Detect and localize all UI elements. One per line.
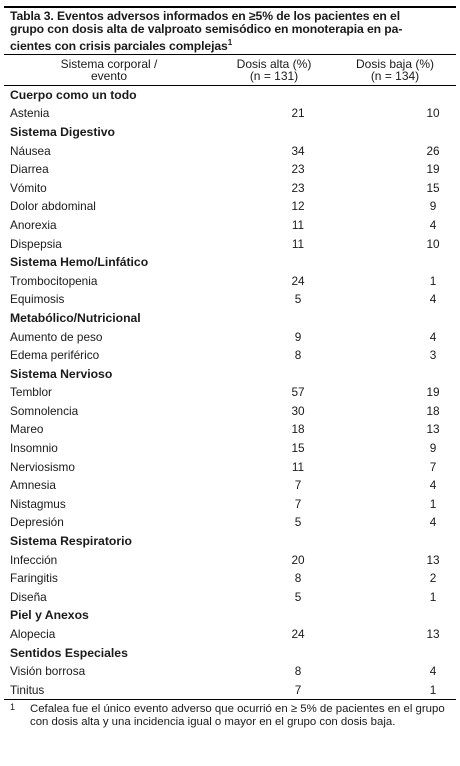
high-dose-value: 5 bbox=[294, 515, 302, 530]
section-row bbox=[4, 86, 456, 105]
low-dose-value: 9 bbox=[429, 441, 437, 456]
low-dose-value: 9 bbox=[429, 199, 437, 214]
event-name: Edema periférico bbox=[10, 348, 100, 363]
low-dose-value: 4 bbox=[429, 292, 437, 307]
table-row bbox=[4, 234, 456, 253]
low-dose-value: 1 bbox=[429, 273, 437, 288]
table-body bbox=[4, 86, 456, 700]
low-dose-value: 4 bbox=[429, 329, 437, 344]
table-row bbox=[4, 290, 456, 309]
caption-line-3: cientes con crisis parciales complejas bbox=[10, 39, 228, 54]
high-dose-value: 8 bbox=[294, 664, 302, 679]
low-dose-value: 4 bbox=[429, 664, 437, 679]
event-name: Visión borrosa bbox=[10, 664, 86, 679]
low-dose-value: 1 bbox=[334, 681, 456, 700]
header-low-dose: Dosis baja (%) (n = 134) bbox=[334, 55, 456, 86]
high-dose-value: 12 bbox=[291, 199, 305, 214]
high-dose-value: 11 bbox=[291, 459, 305, 474]
table-title bbox=[4, 6, 456, 54]
table-row bbox=[4, 662, 456, 681]
header-system-event: Sistema corporal / evento bbox=[4, 55, 214, 86]
section-heading: Piel y Anexos bbox=[10, 608, 89, 623]
low-dose-value: 19 bbox=[426, 162, 440, 177]
section-row bbox=[4, 606, 456, 625]
event-name: Dolor abdominal bbox=[10, 199, 96, 214]
section-heading: Sentidos Especiales bbox=[10, 645, 128, 660]
high-dose-value: 57 bbox=[291, 385, 305, 400]
low-dose-value: 26 bbox=[426, 143, 440, 158]
low-dose-value: 15 bbox=[426, 180, 440, 195]
adverse-events-table bbox=[4, 54, 456, 700]
event-name: Equimosis bbox=[10, 292, 65, 307]
table-row bbox=[4, 588, 456, 607]
table-row bbox=[4, 513, 456, 532]
high-dose-value: 24 bbox=[291, 273, 305, 288]
high-dose-value: 30 bbox=[291, 403, 305, 418]
high-dose-value: 24 bbox=[291, 627, 305, 642]
table-row bbox=[4, 160, 456, 179]
event-name: Infección bbox=[10, 552, 58, 567]
high-dose-value: 9 bbox=[294, 329, 302, 344]
low-dose-value: 7 bbox=[429, 459, 437, 474]
caption-line-2: grupo con dosis alta de valproato semisódico en monoterapia en pa- bbox=[10, 22, 403, 37]
table-row bbox=[4, 383, 456, 402]
high-dose-value: 7 bbox=[294, 478, 302, 493]
table-row bbox=[4, 197, 456, 216]
high-dose-value: 21 bbox=[291, 106, 305, 121]
event-name: Dispepsia bbox=[10, 236, 62, 251]
low-dose-value: 4 bbox=[429, 217, 437, 232]
high-dose-value: 23 bbox=[291, 162, 305, 177]
high-dose-value: 18 bbox=[291, 422, 305, 437]
caption-line-1: Tabla 3. Eventos adversos informados en ≥5% de los pacientes en el bbox=[10, 9, 400, 23]
section-heading: Sistema Digestivo bbox=[10, 124, 115, 139]
table-row bbox=[4, 402, 456, 421]
table-row bbox=[4, 569, 456, 588]
event-name: Faringitis bbox=[10, 571, 58, 586]
low-dose-value: 13 bbox=[426, 422, 440, 437]
event-name: Trombocitopenia bbox=[10, 273, 98, 288]
table-row bbox=[4, 550, 456, 569]
section-heading: Cuerpo como un todo bbox=[10, 88, 137, 103]
low-dose-value: 4 bbox=[429, 515, 437, 530]
table-row bbox=[4, 625, 456, 644]
footnote-text: Cefalea fue el único evento adverso que ocurrió en ≥ 5% de pacientes en el grupo con dosis alta y una incidencia igual o mayor en el grupo con dosis baja. bbox=[30, 703, 445, 728]
high-dose-value: 23 bbox=[291, 180, 305, 195]
event-name: Anorexia bbox=[10, 217, 57, 232]
high-dose-value: 11 bbox=[291, 236, 305, 251]
table-row bbox=[4, 271, 456, 290]
table-row bbox=[4, 495, 456, 514]
high-dose-value: 34 bbox=[291, 143, 305, 158]
section-heading: Sistema Respiratorio bbox=[10, 534, 132, 549]
event-name: Alopecia bbox=[10, 627, 56, 642]
table-row bbox=[4, 178, 456, 197]
low-dose-value: 1 bbox=[429, 589, 437, 604]
section-row bbox=[4, 364, 456, 383]
table-row bbox=[4, 104, 456, 123]
caption-footnote-mark: 1 bbox=[227, 38, 233, 48]
table-row bbox=[4, 457, 456, 476]
low-dose-value: 13 bbox=[426, 627, 440, 642]
section-row bbox=[4, 253, 456, 272]
low-dose-value: 19 bbox=[426, 385, 440, 400]
header-high-dose: Dosis alta (%) (n = 131) bbox=[214, 55, 334, 86]
event-name: Vómito bbox=[10, 180, 47, 195]
table-row bbox=[4, 216, 456, 235]
section-heading: Sistema Hemo/Linfático bbox=[10, 255, 149, 270]
table-row bbox=[4, 681, 456, 700]
event-name: Astenia bbox=[10, 106, 50, 121]
low-dose-value: 10 bbox=[426, 236, 440, 251]
low-dose-value: 3 bbox=[429, 348, 437, 363]
section-heading: Metabólico/Nutricional bbox=[10, 310, 141, 325]
section-row bbox=[4, 123, 456, 142]
high-dose-value: 7 bbox=[214, 681, 334, 700]
table-row bbox=[4, 141, 456, 160]
high-dose-value: 8 bbox=[294, 571, 302, 586]
table-row bbox=[4, 346, 456, 365]
low-dose-value: 18 bbox=[426, 403, 440, 418]
high-dose-value: 5 bbox=[294, 589, 302, 604]
event-name: Amnesia bbox=[10, 478, 56, 493]
high-dose-value: 7 bbox=[294, 496, 302, 511]
table-row bbox=[4, 439, 456, 458]
high-dose-value: 11 bbox=[291, 217, 305, 232]
event-name: Aumento de peso bbox=[10, 329, 103, 344]
event-name: Mareo bbox=[10, 422, 44, 437]
event-name: Diarrea bbox=[10, 162, 49, 177]
table-row bbox=[4, 476, 456, 495]
event-name: Temblor bbox=[10, 385, 52, 400]
event-name: Náusea bbox=[10, 143, 51, 158]
event-name: Depresión bbox=[10, 515, 64, 530]
low-dose-value: 4 bbox=[429, 478, 437, 493]
event-name: Somnolencia bbox=[10, 403, 79, 418]
high-dose-value: 5 bbox=[294, 292, 302, 307]
low-dose-value: 1 bbox=[429, 496, 437, 511]
table-caption bbox=[10, 10, 450, 54]
table-row bbox=[4, 420, 456, 439]
event-name: Tinitus bbox=[4, 681, 214, 700]
high-dose-value: 15 bbox=[291, 441, 305, 456]
event-name: Insomnio bbox=[10, 441, 58, 456]
section-row bbox=[4, 309, 456, 328]
low-dose-value: 13 bbox=[426, 552, 440, 567]
low-dose-value: 2 bbox=[429, 571, 437, 586]
table-row bbox=[4, 327, 456, 346]
event-name: Diseña bbox=[10, 589, 47, 604]
high-dose-value: 20 bbox=[291, 552, 305, 567]
footnote-mark: 1 bbox=[10, 702, 16, 712]
high-dose-value: 8 bbox=[294, 348, 302, 363]
low-dose-value: 10 bbox=[426, 106, 440, 121]
event-name: Nerviosismo bbox=[10, 459, 75, 474]
section-row bbox=[4, 532, 456, 551]
event-name: Nistagmus bbox=[10, 496, 66, 511]
table-header-row bbox=[4, 55, 456, 86]
footnote bbox=[10, 703, 456, 728]
section-row bbox=[4, 643, 456, 662]
section-heading: Sistema Nervioso bbox=[10, 366, 113, 381]
